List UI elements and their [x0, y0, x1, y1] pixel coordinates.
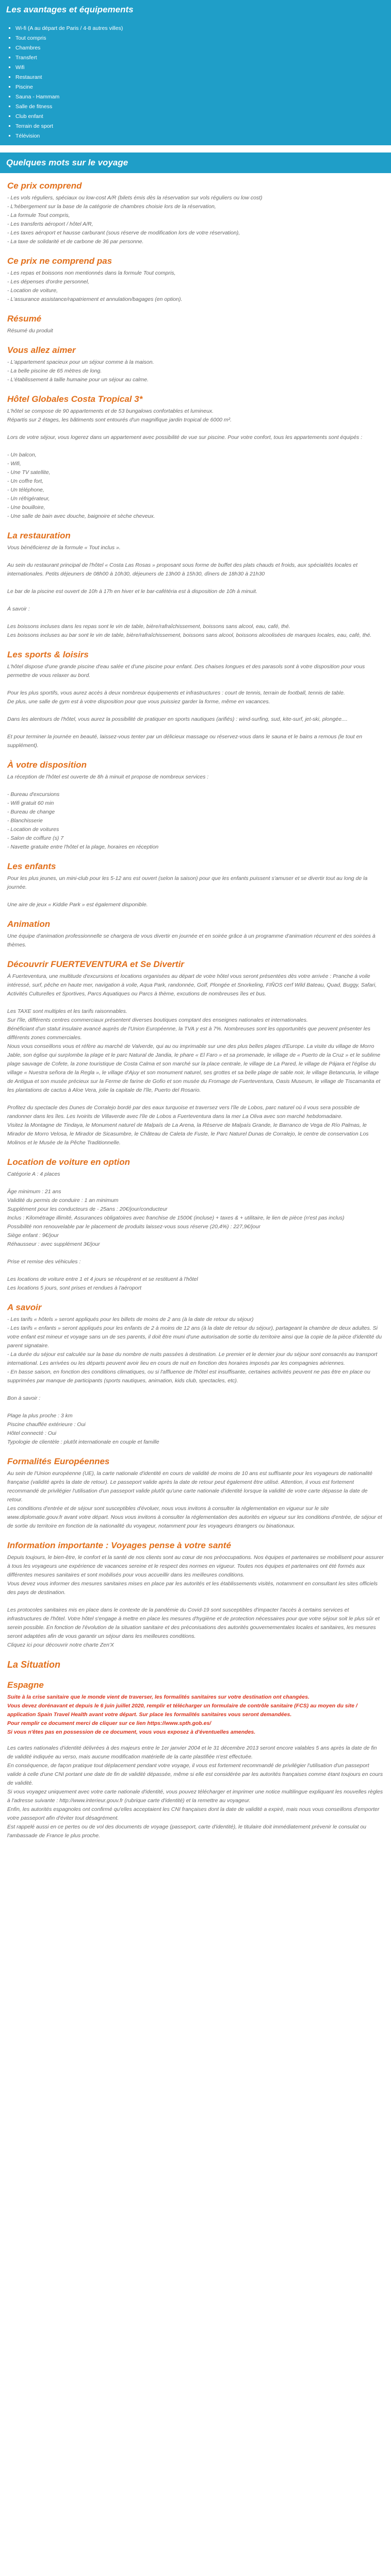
- block-title: La Situation: [7, 1659, 60, 1670]
- block-title: Ce prix ne comprend pas: [7, 256, 112, 266]
- block-text: Vous bénéficierez de la formule « Tout inclus ». Au sein du restaurant principal de l'hôtel « Costa Las Rosas » proposant sous forme de buffet des plats chauds et froids, aux spécialités locales et internationales. Petits déjeuners de 08h00 à 10h30, déjeuners de 13h00 à 15h30, dîners de 18h30 à 21h30 Le bar de la piscine est ouvert de 10h à 17h en hiver et le bar-cafétéria est à disposition de 10h à minuit. À savoir : Les boissons incluses dans les repas sont le vin de table, bière/rafraîchissement, boissons sans alcool, eau, café, thé. Les boissons incluses au bar sont le vin de table, bière/rafraîchissement, boissons sans alcool, boissons alcoolisées de marques locales, eau, café, thé.: [7, 545, 372, 638]
- equipement-item: ▪ Piscine: [15, 82, 391, 92]
- equipement-item: ▪ Terrain de sport: [15, 122, 391, 131]
- block-text: À Fuerteventura, une multitude d'excursions et locations organisées au départ de votre hôtel vous seront présentées dès votre arrivée : Pranche à voile intéressé, surf, pêche en haute mer, navigation à voile, Aqua Park, randonnée, Golf, Plongée et Snorkeling, FIÑOS cerf Wild Bateau, Quad, Buggy, Safari, Activités Culturelles et Sportives, Parcs Aquatiques ou Parcs à thème, excutions de nombreuses îles et bus. Les TAXE sont multiples et les tarifs raisonnables. Sur l'île, différents centres commerciaux présentent diverses boutiques comptant des enseignes nationales et internationales. Bénéficiant d'un statut insulaire avancé auprès de l'Union Européenne, la TVA y est à 7%. Nombreuses sont les opportunités que peuvent présenter les différents zones commerciales. Nous vous conseillons vous et réfère au marché de Valverde, qui au ou imprimable sur une des plus belles plages d'Europe. La visite du village de Morro Jable, son église qui surplombe la plage et le parc Natural de Jandia, le phare « El Faro » et sa promenade, le village de « Puerto de la Cruz » et le sublime plage sauvage de Cofete, la zone touristique de Costa Calma et son marché sur la place centrale, le village de La Pared, le village de Pájara et l'église du village « Nuestra señora de la Regla », le village d'Ajuy et son monument naturel, ses grottes et sa belle plage de sable noir, le village Betancuria, le village de Antigua et son musée précieux sur la Ferme de farine de Gofio et son musée du Fromage de Fuerteventura, Oasis Museum, le village de Tiscamanita et les plantations de cactus à Aloe Vera, jolie la capitale de l'île, Puerto del Rosario. Profitez du spectacle des Dunes de Corralejo bordé par des eaux turquoise et traversez vers l'île de Lobos, parc naturel où il vous sera possible de randonner dans les îles. Les Ivoirits de Villaverde avec l'île de Lobos a Fuerteventura dans la mer La Oliva avec son marché hebdomadaire. Visitez la Montagne de Tindaya, le Monument naturel de Malpaís de La Arena, la Réserve de Malpaís Grande, le Barranco de Vega de Río Palmas, le Mirador de Morro Velosa, le Mirador de Sicasumbre, le Château de Caleta de Fuste, le Parc Naturel Dunas de Corralejo, le centre de conservation Los Molinos et le Musée de la Pêche Traditionnelle.: [7, 973, 381, 1146]
- equipement-item: ▪ Wifi: [15, 63, 391, 73]
- block-text: - Les tarifs « hôtels » seront appliqués pour les billets de moins de 2 ans (à la date de retour du séjour) - Les tarifs « enfants » seront appliqués pour les enfants de 2 à moins de 12 ans (à la date de retour du séjour), partageant la chambre de deux adultes. Si votre enfant est mineur et voyage sans un de ses parents, il doit être muni d'une autorisation de sortie du territoire ainsi que la copie de la pièce d'identité du parent signataire. - La durée du séjour est calculée sur la base du nombre de nuits passées à destination. Le premier et le dernier jour du séjour sont consacrés au transport international. Les arrivées ou les départs peuvent avoir lieu en cours de nuit en fonction des horaires imposés par les compagnies aériennes. - En basse saison, en fonction des conditions climatiques, ou si l'affluence de l'hôtel est insuffisante, certaines activités peuvent ne pas être en place ou supprimées par manque de participants (sports nautiques, animation, kids club, spectacles, etc). Bon à savoir : Plage la plus proche : 3 km Piscine chauffée extérieure : Oui Hôtel connecté : Oui Typologie de clientèle : plutôt internationale en couple et famille: [7, 1316, 382, 1445]
- section-title: Quelques mots sur le voyage: [0, 152, 391, 173]
- block-title: Résumé: [7, 314, 42, 324]
- block-text: - L'appartement spacieux pour un séjour comme à la maison. - La belle piscine de 65 mètres de long. - L'établissement à taille humaine pour un séjour au calme.: [7, 359, 154, 383]
- block-text: La réception de l'hôtel est ouverte de 8h à minuit et propose de nombreux services : - Bureau d'excursions - Wifi gratuit 60 min - Bureau de change - Blanchisserie - Location de voitures - Salon de coiffure (s) 7 - Navette gratuite entre l'hôtel et la plage, horaires en réception: [7, 774, 209, 850]
- block-text: Depuis toujours, le bien-être, le confort et la santé de nos clients sont au cœur de nos préoccupations. Nos équipes et partenaires se mobilisent pour assurer à tous les voyageurs une expérience de vacances sereine et le respect des normes en vigueur. Toutes nos équipes et partenaires ont été formés aux différentes mesures sanitaires et sont mobilisés pour vous accueillir dans les meilleures conditions. Vous devez vous informer des mesures sanitaires mises en place par les autorités et les établissements visités, notamment en consultant les sites officiels des pays de destination. Les protocoles sanitaires mis en place dans le contexte de la pandémie du Covid-19 sont susceptibles d'impacter l'accès à certains services et infrastructures de l'hôtel. Votre hôtel s'engage à mettre en place les mesures d'hygiène et de protection nécessaires pour que votre séjour soit le plus sûr et serein possible. En fonction de l'évolution de la situation sanitaire et des préconisations des autorités gouvernementales locales et sanitaires, les mesures seront adaptées afin de vous garantir un séjour dans les meilleures conditions. Cliquez ici pour découvrir notre charte Zen'X: [7, 1554, 384, 1648]
- block-title: Espagne: [7, 1680, 44, 1690]
- block-title: Vous allez aimer: [7, 345, 76, 355]
- block-title: La restauration: [7, 531, 71, 540]
- block-title: Découvrir FUERTEVENTURA et Se Divertir: [7, 959, 184, 969]
- block-text: Au sein de l'Union européenne (UE), la carte nationale d'identité en cours de validité de moins de 10 ans est suffisante pour les voyageurs de nationalité française (validité après la date de retour). Le passeport valide après la date de retour peut également être utilisé. Attention, il vous est fortement recommandé de privilégier l'utilisation d'un passeport valide plutôt qu'une carte nationale d'identité lorsque la validité de votre carte dépasse la date de retour. Les conditions d'entrée et de séjour sont susceptibles d'évoluer, nous vous invitons à consulter la réglementation en vigueur sur le site www.diplomatie.gouv.fr avant votre départ. Nous vous invitons à consulter la réglementation des autorités en vigueur sur les conditions d'entrée, de séjour et de sortie du territoire en fonction de la nationalité du voyageur, notamment pour les voyageurs étrangers ou binationaux.: [7, 1470, 382, 1529]
- block-text: Résumé du produit: [7, 328, 53, 334]
- equipement-item: ▪ Transfert: [15, 53, 391, 63]
- block-text: - Les vols réguliers, spéciaux ou low-cost A/R (bilets émis dès la réservation sur vols réguliers ou low cost) - L'hébergement sur la base de la catégorie de chambres choisie lors de la réservation, - La formule Tout compris, - Les transferts aéroport / hôtel A/R, - Les taxes aéroport et hausse carburant (sous réserve de modification lors de votre réservation), - La taxe de solidarité et de carbone de 36 par personne.: [7, 195, 263, 245]
- block-title: Les enfants: [7, 861, 56, 871]
- equipement-item: ▪ Salle de fitness: [15, 102, 391, 112]
- block-text: Une équipe d'animation professionnelle se chargera de vous divertir en journée et en soirée grâce à un programme d'animation récurrent et des soirées à thèmes.: [7, 933, 376, 948]
- content: [0, 173, 391, 1858]
- block-title: A savoir: [7, 1302, 42, 1312]
- equipements-band: [0, 0, 391, 145]
- equipement-item: ▪ Club enfant: [15, 112, 391, 122]
- equipements-title: Les avantages et équipements: [0, 0, 391, 20]
- espagne-text: Les cartes nationales d'identité délivrées à des majeurs entre le 1er janvier 2004 et le 31 décembre 2013 seront encore valables 5 ans après la date de fin de validité indiquée au verso, mais aucune modification matérielle de la carte plastifiée n'est effectuée. En conséquence, de façon pratique tout déplacement pendant votre voyage, il vous est fortement recommandé de privilégier l'utilisation d'un passeport valide à celle d'une CNI portant une date de fin de validité dépassée, même si elle est considérée par les autorités françaises comme étant toujours en cours de validité. Si vous voyagez uniquement avec votre carte nationale d'identité, vous pouvez télécharger et imprimer une notice multilingue expliquant les nouvelles règles à l'adresse suivante : http://www.interieur.gouv.fr (rubrique carte d'identité) et la remettre au voyageur. Enfin, les autorités espagnoles ont confirmé qu'elles acceptaient les CNI françaises dont la date de validité a expiré, mais nous vous conseillons d'emporter votre passeport afin d'éviter tout désagrément. Est rappelé aussi en ce pertes ou de vol des documents de voyage (passeport, carte d'identité), le titulaire doit immédiatement prévenir le consulat ou l'ambassade de France le plus proche.: [7, 1745, 383, 1839]
- block-title: Hôtel Globales Costa Tropical 3*: [7, 394, 143, 404]
- block-title: À votre disposition: [7, 760, 87, 770]
- equipement-item: ▪ Restaurant: [15, 73, 391, 82]
- block-text: Pour les plus jeunes, un mini-club pour les 5-12 ans est ouvert (selon la saison) pour que les enfants puissent s'amuser et se divertir tout au long de la journée. Une aire de jeux « Kiddie Park » est également disponible.: [7, 875, 368, 908]
- equipement-item: ▪ Télévision: [15, 131, 391, 141]
- espagne-alert-text: Suite à la crise sanitaire que le monde vient de traverser, les formalités sanitaires sur votre destination ont changées. Vous devez dorénavant et depuis le 6 juin juillet 2020, remplir et télécharger un formulaire de contrôle sanitaire (FCS) au moyen du site / application Spain Travel Health avant votre départ. Sur place les formalités sanitaires vous seront demandées. Pour remplir ce document merci de cliquer sur ce lien https://www.spth.gob.es/ Si vous n'êtes pas en possession de ce document, vous vous exposez à d'éventuelles amendes.: [7, 1694, 357, 1735]
- block-title: Animation: [7, 919, 51, 929]
- equipement-item: ▪ Sauna - Hammam: [15, 92, 391, 102]
- equipement-item: ▪ Chambres: [15, 43, 391, 53]
- block-title: Ce prix comprend: [7, 181, 82, 191]
- block-text: L'hôtel se compose de 90 appartements et de 53 bungalows confortables et lumineux. Répartis sur 2 étages, les bâtiments sont entourés d'un magnifique jardin tropical de 6000 m². Lors de votre séjour, vous logerez dans un appartement avec possibilité de vue sur piscine. Pour votre confort, tous les appartements sont équipés : - Un balcon, - Wifi, - Une TV satellite, - Un coffre fort, - Un téléphone, - Un réfrigérateur, - Une bouilloire, - Une salle de bain avec douche, baignoire et sèche cheveux.: [7, 408, 363, 519]
- block-text: Catégorie A : 4 places Âge minimum : 21 ans Validité du permis de conduire : 1 an minimum Supplément pour les conducteurs de - 25ans : 20€/jour/conducteur Inclus : Kilométrage illimité, Assurances obligatoires avec franchise de 1500€ (incluse) + taxes & + utilitaire, le lien de pièce (n'est pas inclus) Possibilité non renouvelable par le placement de produits laissez-vous sous réserve (20,4%) : 227,9€/jour Siège enfant : 9€/jour Réhausseur : avec supplément 3€/jour Prise et remise des véhicules : Les locations de voiture entre 1 et 4 jours se récupèrent et se restituent à l'hôtel Les locations 5 jours, sont prises et rendues à l'aéroport: [7, 1171, 345, 1291]
- block-title: Location de voiture en option: [7, 1157, 130, 1167]
- equipement-item: ▪ Wi-fi (A au départ de Paris / 4-8 autres villes): [15, 24, 391, 33]
- block-text: L'hôtel dispose d'une grande piscine d'eau salée et d'une piscine pour enfant. Des chaises longues et des parasols sont à votre disposition pour vous permettre de vous relaxer au bord. Pour les plus sportifs, vous aurez accès à deux nombreux équipements et infrastructures : court de tennis, terrain de football, tennis de table. De plus, une salle de gym est à votre disposition pour que vous puissiez garder la forme, même en vacances. Dans les alentours de l'hôtel, vous aurez la possibilité de pratiquer en sports nautiques (arifiés) : wind-surfing, sud, kite-surf, jet-ski, plongée.... Et pour terminer la journée en beauté, laissez-vous tenter par un délicieux massage ou réservez-vous dans le sauna et le bains a remous (le tout en supplément).: [7, 664, 365, 749]
- block-title: Information importante : Voyages pense à votre santé: [7, 1540, 231, 1550]
- equipements-list: [0, 20, 391, 145]
- equipement-item: ▪ Tout compris: [15, 33, 391, 43]
- block-title: Formalités Européennes: [7, 1456, 110, 1466]
- block-title: Les sports & loisirs: [7, 650, 89, 659]
- block-text: - Les repas et boissons non mentionnés dans la formule Tout compris, - Les dépenses d'ordre personnel, - Location de voiture, - L'assurance assistance/rapatriement et annulation/bagages (en option).: [7, 270, 183, 302]
